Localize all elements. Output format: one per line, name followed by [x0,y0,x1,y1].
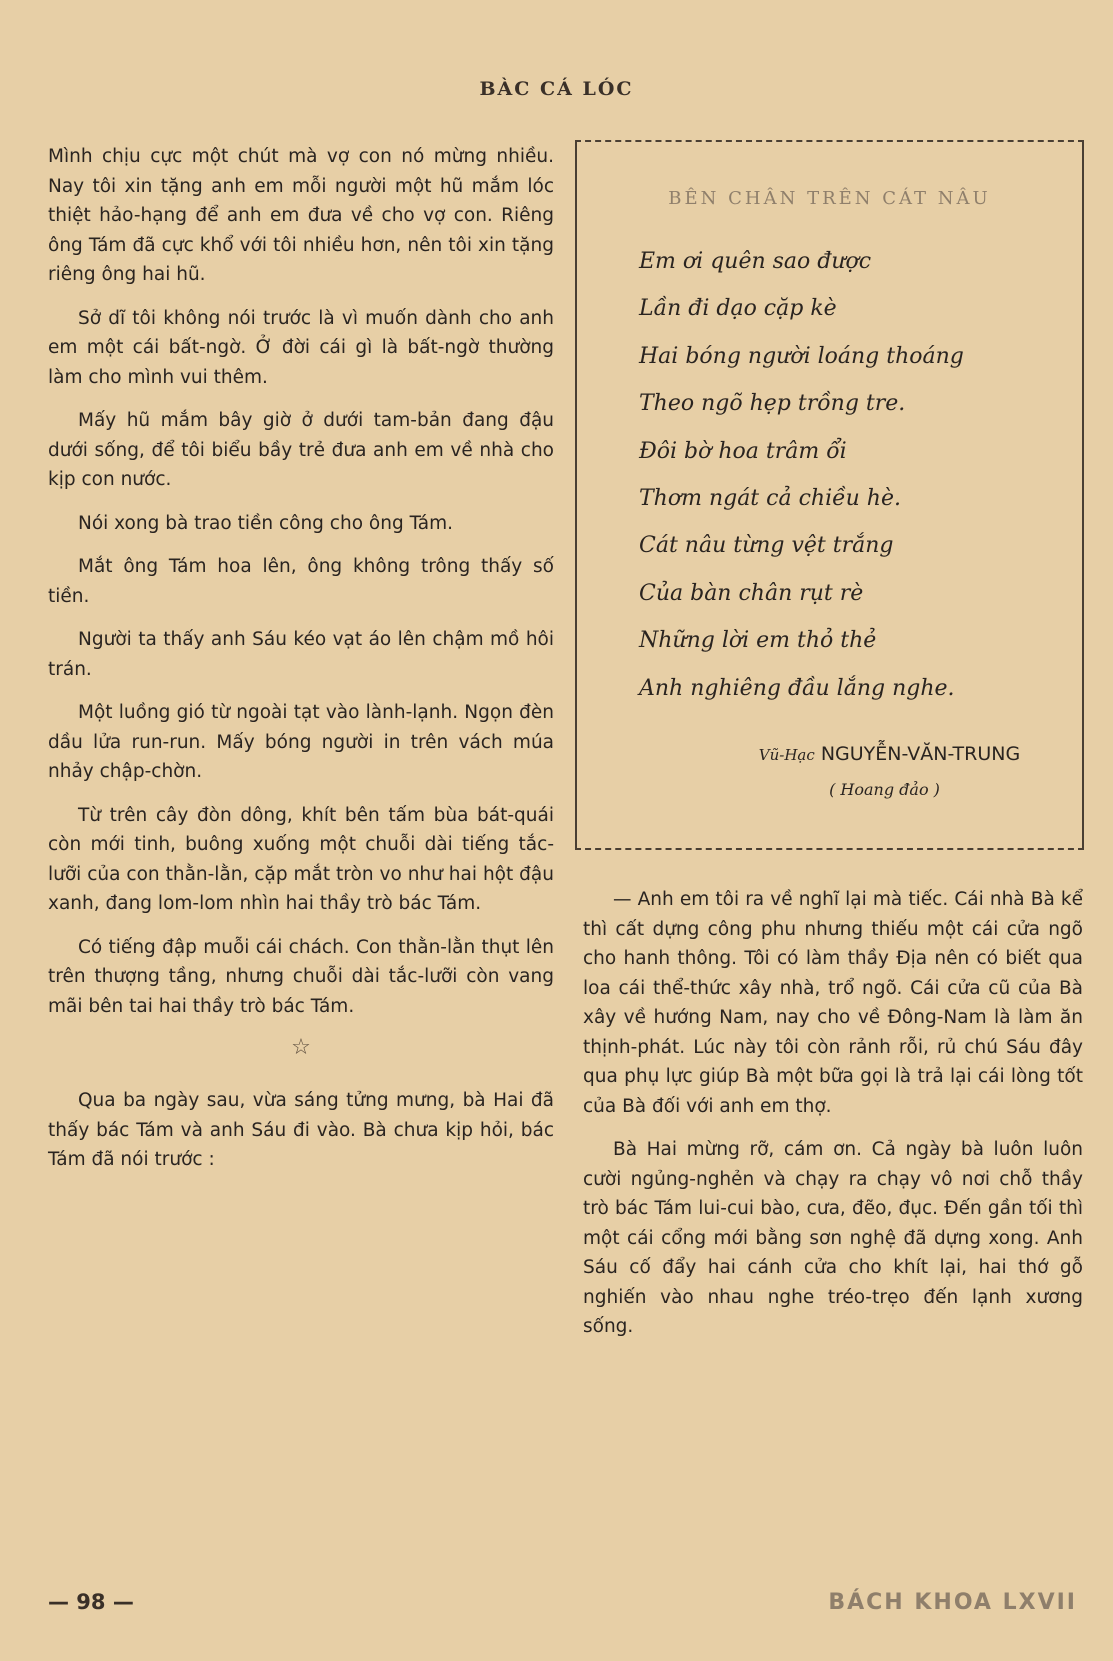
poem-lines [639,238,964,712]
poem-author [577,743,1082,765]
paragraph: Người ta thấy anh Sáu kéo vạt áo lên chậm mồ hôi trán. [48,629,554,680]
page-number: — 98 — [48,1590,134,1614]
poem-title: BÊN CHÂN TRÊN CÁT NÂU [668,188,991,209]
poem-box [575,140,1084,850]
poem-line: Của bàn chân rụt rè [639,580,864,606]
paragraph: — Anh em tôi ra về nghĩ lại mà tiếc. Cái nhà Bà kể thì cất dựng công phu nhưng thiếu một cái cửa ngõ cho hanh thông. Tôi có làm thầy Địa nên có biết qua loa cái thể-thức xây nhà, trổ ngõ. Cái cửa cũ của Bà xây về hướng Nam, nay cho về Đông-Nam là làm ăn thịnh-phát. Lúc này tôi còn rảnh rỗi, rủ chú Sáu đây qua phụ lực giúp Bà một bữa gọi là trả lại cái lòng tốt của Bà đối với anh em thợ. [583,889,1083,1117]
poem-line: Những lời em thỏ thẻ [639,628,877,654]
section-break-star-icon: ☆ [291,1035,311,1060]
poem-line: Đôi bờ hoa trâm ổi [639,438,847,464]
poem-line: Anh nghiêng đầu lắng nghe. [639,675,955,701]
paragraph: Mình chịu cực một chút mà vợ con nó mừng nhiều. Nay tôi xin tặng anh em mỗi người một hũ mắm lóc thiệt hảo-hạng để anh em đưa về cho vợ con. Riêng ông Tám đã cực khổ với tôi nhiều hơn, nên tôi xin tặng riêng ông hai hũ. [48,146,554,285]
page-header-title: BÀC CÁ LÓC [479,78,634,100]
paragraph: Từ trên cây đòn dông, khít bên tấm bùa bát-quái còn mới tinh, buông xuống một chuỗi dài tiếng tắc-lưỡi của con thằn-lằn, cặp mắt tròn vo như hai hột đậu xanh, đang lom-lom nhìn hai thầy trò bác Tám. [48,804,554,914]
poem-line: Thơm ngát cả chiều hè. [639,486,901,512]
poem-line: Cát nâu từng vệt trắng [639,533,894,559]
poem-box-top-rule [575,140,1084,142]
magazine-name: BÁCH KHOA LXVII [828,1590,1077,1615]
poem-box-bottom-rule [575,848,1084,850]
poem-author-name: NGUYỄN-VĂN-TRUNG [820,743,1021,765]
paragraph: Một luồng gió từ ngoài tạt vào lành-lạnh. Ngọn đèn dầu lửa run-run. Mấy bóng người in trên vách múa nhảy chập-chờn. [48,702,554,782]
poem-author-prefix: Vũ-Hạc [758,746,815,764]
paragraph: Mắt ông Tám hoa lên, ông không trông thấy số tiền. [48,556,554,607]
poem-line: Theo ngõ hẹp trồng tre. [639,391,906,417]
poem-line: Em ơi quên sao được [639,249,872,274]
paragraph: Bà Hai mừng rỡ, cám ơn. Cả ngày bà luôn luôn cười ngủng-nghẻn và chạy ra chạy vô nơi chỗ thầy trò bác Tám lui-cui bào, cưa, đẽo, đục. Đến gần tối thì một cái cổng mới bằng sơn nghệ đã dựng xong. Anh Sáu cố đẩy hai cánh cửa cho khít lại, hai thớ gỗ nghiến vào nhau nghe tréo-trẹo đến lạnh xương sống. [583,1139,1083,1337]
poem-line: Hai bóng người loáng thoáng [639,343,964,369]
poem-line: Lần đi dạo cặp kè [639,296,837,322]
paragraph: Có tiếng đập muỗi cái chách. Con thằn-lằn thụt lên trên thượng tầng, nhưng chuỗi dài tắc-lưỡi còn vang mãi bên tai hai thầy trò bác Tám. [48,936,554,1017]
paragraph: Mấy hũ mắm bây giờ ở dưới tam-bản đang đậu dưới sống, để tôi biểu bầy trẻ đưa anh em về nhà cho kịp con nước. [48,410,554,490]
poem-pen-name: ( Hoang đảo ) [829,780,940,799]
paragraph: Qua ba ngày sau, vừa sáng tửng mưng, bà Hai đã thấy bác Tám và anh Sáu đi vào. Bà chưa kịp hỏi, bác Tám đã nói trước : [48,1090,554,1170]
left-column [48,142,554,1189]
paragraph: Nói xong bà trao tiền công cho ông Tám. [78,512,454,534]
paragraph: Sở dĩ tôi không nói trước là vì muốn dành cho anh em một cái bất-ngờ. Ở đời cái gì là bất-ngờ thường làm cho mình vui thêm. [48,307,554,388]
right-column [583,885,1083,1356]
